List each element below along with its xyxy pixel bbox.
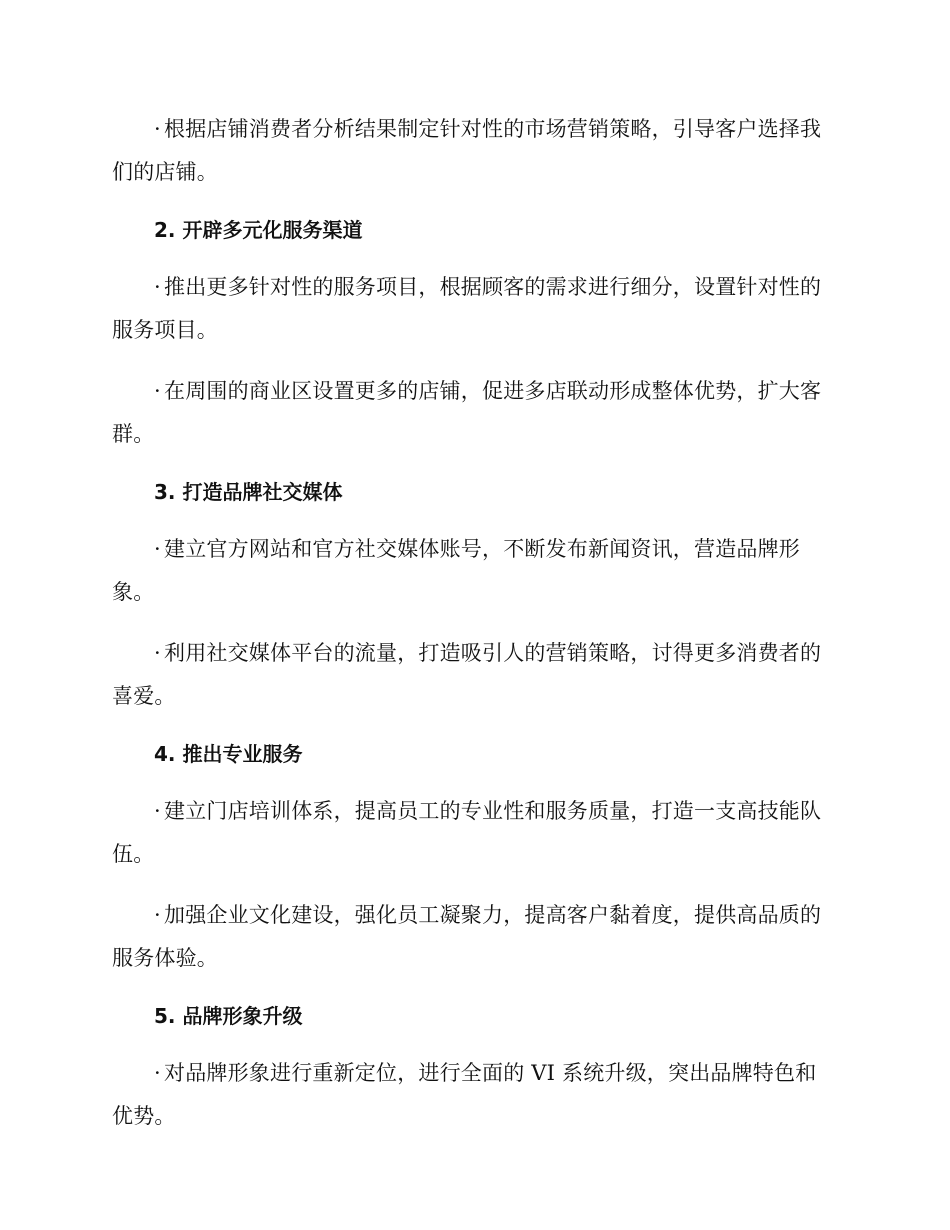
bullet-mark: · [154, 275, 161, 299]
bullet-mark: · [154, 903, 161, 927]
paragraph-more-stores [112, 370, 832, 456]
bullet-mark: · [154, 1061, 161, 1085]
paragraph-strategy [112, 108, 832, 194]
paragraph-text: 对品牌形象进行重新定位，进行全面的 VI 系统升级，突出品牌特色和优势。 [112, 1061, 817, 1128]
paragraph-official-site [112, 528, 832, 614]
bullet-mark: · [154, 117, 161, 141]
paragraph-service-items [112, 266, 832, 352]
document-body [112, 108, 832, 1156]
paragraph-training [112, 790, 832, 876]
bullet-mark: · [154, 379, 161, 403]
section-heading-3: 3. 打造品牌社交媒体 [154, 480, 343, 504]
paragraph-text: 加强企业文化建设，强化员工凝聚力，提高客户黏着度，提供高品质的服务体验。 [112, 903, 822, 970]
paragraph-text: 建立官方网站和官方社交媒体账号，不断发布新闻资讯，营造品牌形象。 [112, 537, 800, 604]
paragraph-culture [112, 894, 832, 980]
paragraph-text: 利用社交媒体平台的流量，打造吸引人的营销策略，讨得更多消费者的喜爱。 [112, 641, 822, 708]
bullet-mark: · [154, 799, 161, 823]
paragraph-text: 根据店铺消费者分析结果制定针对性的市场营销策略，引导客户选择我们的店铺。 [112, 117, 822, 184]
paragraph-brand-upgrade [112, 1052, 832, 1138]
paragraph-text: 建立门店培训体系，提高员工的专业性和服务质量，打造一支高技能队伍。 [112, 799, 822, 866]
paragraph-social-traffic [112, 632, 832, 718]
paragraph-text: 在周围的商业区设置更多的店铺，促进多店联动形成整体优势，扩大客群。 [112, 379, 822, 446]
bullet-mark: · [154, 537, 161, 561]
section-heading-2: 2. 开辟多元化服务渠道 [154, 218, 363, 242]
section-heading-5: 5. 品牌形象升级 [154, 1004, 303, 1028]
section-heading-4: 4. 推出专业服务 [154, 742, 303, 766]
paragraph-text: 推出更多针对性的服务项目，根据顾客的需求进行细分，设置针对性的服务项目。 [112, 275, 822, 342]
bullet-mark: · [154, 641, 161, 665]
